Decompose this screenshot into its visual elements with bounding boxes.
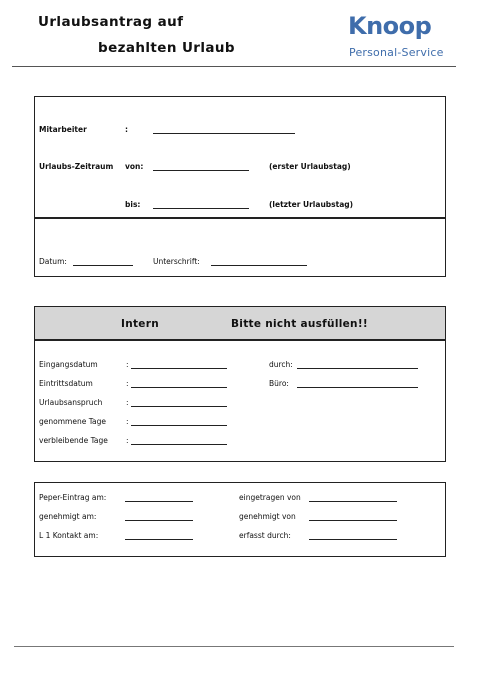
entered-by-field[interactable] — [309, 501, 397, 502]
days-taken-colon: : — [126, 417, 129, 426]
processing-section — [34, 482, 446, 557]
entitlement-label: Urlaubsanspruch — [39, 398, 103, 407]
internal-notice: Bitte nicht ausfüllen!! — [231, 318, 368, 330]
approved-by-field[interactable] — [309, 520, 397, 521]
to-note: (letzter Urlaubstag) — [269, 200, 354, 209]
days-remaining-field[interactable] — [131, 444, 227, 445]
date-label: Datum: — [39, 257, 67, 266]
header-divider — [12, 66, 456, 67]
entitlement-field[interactable] — [131, 406, 227, 407]
from-note: (erster Urlaubstag) — [269, 162, 351, 171]
peper-entry-field[interactable] — [125, 501, 193, 502]
internal-section — [34, 306, 446, 462]
request-section — [34, 96, 446, 277]
entered-by-label: eingetragen von — [239, 493, 301, 502]
to-label: bis: — [125, 200, 141, 209]
signature-field[interactable] — [211, 265, 307, 266]
approved-by-label: genehmigt von — [239, 512, 296, 521]
entry-date-field[interactable] — [131, 387, 227, 388]
entitlement-colon: : — [126, 398, 129, 407]
form-title-line1: Urlaubsantrag auf — [38, 14, 184, 30]
logo-wordmark: Knoop — [348, 12, 432, 40]
company-logo — [348, 12, 448, 64]
entry-date-label: Eintrittsdatum — [39, 379, 93, 388]
office-field[interactable] — [297, 387, 418, 388]
received-by-field[interactable] — [297, 368, 418, 369]
internal-header — [35, 307, 445, 341]
received-by-label: durch: — [269, 360, 293, 369]
logo-subtitle: Personal-Service — [349, 46, 444, 59]
intake-date-colon: : — [126, 360, 129, 369]
peper-entry-label: Peper-Eintrag am: — [39, 493, 107, 502]
days-taken-label: genommene Tage — [39, 417, 107, 426]
period-label: Urlaubs-Zeitraum — [39, 162, 114, 171]
signature-label: Unterschrift: — [153, 257, 200, 266]
internal-heading: Intern — [121, 318, 159, 330]
to-date-field[interactable] — [153, 208, 249, 209]
employee-label: Mitarbeiter — [39, 125, 87, 134]
days-remaining-colon: : — [126, 436, 129, 445]
approved-on-label: genehmigt am: — [39, 512, 97, 521]
from-date-field[interactable] — [153, 170, 249, 171]
date-field[interactable] — [73, 265, 133, 266]
approved-on-field[interactable] — [125, 520, 193, 521]
intake-date-field[interactable] — [131, 368, 227, 369]
entry-date-colon: : — [126, 379, 129, 388]
employee-colon: : — [125, 125, 128, 134]
office-label: Büro: — [269, 379, 289, 388]
form-title-line2: bezahlten Urlaub — [98, 40, 235, 56]
from-label: von: — [125, 162, 144, 171]
l1-contact-field[interactable] — [125, 539, 193, 540]
footer-divider — [14, 646, 454, 647]
days-taken-field[interactable] — [131, 425, 227, 426]
days-remaining-label: verbleibende Tage — [39, 436, 108, 445]
l1-contact-label: L 1 Kontakt am: — [39, 531, 99, 540]
intake-date-label: Eingangsdatum — [39, 360, 98, 369]
section-divider — [35, 217, 445, 219]
recorded-by-field[interactable] — [309, 539, 397, 540]
employee-field[interactable] — [153, 133, 295, 134]
recorded-by-label: erfasst durch: — [239, 531, 291, 540]
